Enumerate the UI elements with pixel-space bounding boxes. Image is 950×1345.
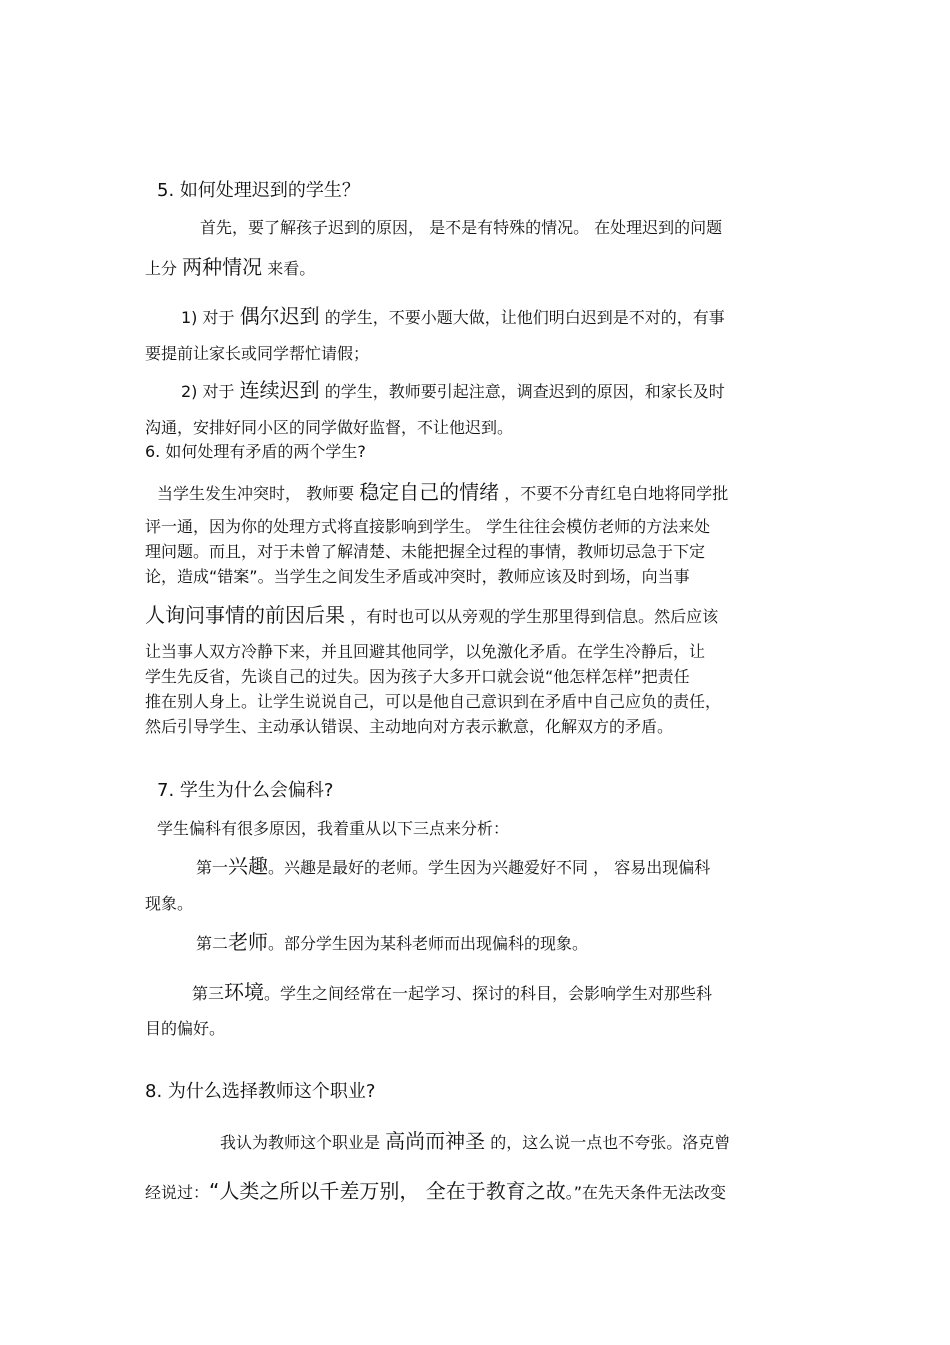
paragraph-line: 首先，要了解孩子迟到的原因， 是不是有特殊的情况。 在处理迟到的问题 xyxy=(200,218,723,237)
paragraph-line: 现象。 xyxy=(145,894,194,913)
text: 来看。 xyxy=(267,259,316,278)
text: 我认为教师这个职业是 xyxy=(220,1133,381,1152)
text: ，有时也可以从旁观的学生那里得到信息。然后应该 xyxy=(350,607,719,626)
text: ，不要不分青红皂白地将同学批 xyxy=(504,484,729,503)
paragraph-line: 沟通，安排好同小区的同学做好监督，不让他迟到。 xyxy=(145,418,514,437)
emphasis-text: 环境 xyxy=(224,980,265,1004)
emphasis-text: 高尚而神圣 xyxy=(385,1129,486,1153)
text: 的学生，教师要引起注意，调查迟到的原因，和家长及时 xyxy=(324,382,725,401)
emphasis-text: 稳定自己的情绪 xyxy=(359,480,500,504)
paragraph-line xyxy=(220,1130,730,1154)
paragraph-line: 理问题。而且，对于未曾了解清楚、未能把握全过程的事情，教师切忌急于下定 xyxy=(145,542,706,561)
text: 第一 xyxy=(196,858,229,877)
paragraph-line xyxy=(145,1180,726,1204)
text: 。”在先天条件无法改变 xyxy=(565,1183,727,1202)
list-item xyxy=(181,305,725,329)
text: 1) 对于 xyxy=(181,308,235,327)
paragraph-line: 学生偏科有很多原因，我着重从以下三点来分析： xyxy=(157,819,510,838)
list-item xyxy=(192,981,712,1005)
text: 2) 对于 xyxy=(181,382,235,401)
emphasis-text: 两种情况 xyxy=(182,255,263,279)
paragraph-line xyxy=(145,604,718,628)
text: 第二 xyxy=(196,934,229,953)
text: 的，这么说一点也不夸张。洛克曾 xyxy=(490,1133,731,1152)
text: 经说过： xyxy=(145,1183,210,1202)
paragraph-line xyxy=(145,256,315,280)
paragraph-line: 学生先反省，先谈自己的过失。因为孩子大多开口就会说“他怎样怎样”把责任 xyxy=(145,667,690,686)
paragraph-line: 要提前让家长或同学帮忙请假； xyxy=(145,344,370,363)
emphasis-text: 人询问事情的前因后果 xyxy=(145,603,345,627)
section-7-heading: 7. 学生为什么会偏科? xyxy=(157,780,334,801)
paragraph-line: 目的偏好。 xyxy=(145,1019,226,1038)
section-6-heading: 6. 如何处理有矛盾的两个学生? xyxy=(145,442,366,461)
emphasis-text: 兴趣 xyxy=(228,854,269,878)
emphasis-text: 偶尔迟到 xyxy=(239,304,320,328)
emphasis-text: 连续迟到 xyxy=(239,378,320,402)
text: 。兴趣是最好的老师。学生因为兴趣爱好不同 ， 容易出现偏科 xyxy=(268,858,711,877)
paragraph-line: 然后引导学生、主动承认错误、主动地向对方表示歉意，化解双方的矛盾。 xyxy=(145,717,674,736)
text: 第三 xyxy=(192,984,225,1003)
paragraph-line xyxy=(157,481,728,505)
list-item xyxy=(196,855,710,879)
text: 的学生，不要小题大做，让他们明白迟到是不对的，有事 xyxy=(324,308,725,327)
paragraph-line: 评一通，因为你的处理方式将直接影响到学生。 学生往往会模仿老师的方法来处 xyxy=(145,517,711,536)
text: 。部分学生因为某科老师而出现偏科的现象。 xyxy=(268,934,589,953)
paragraph-line: 论，造成“错案”。当学生之间发生矛盾或冲突时，教师应该及时到场，向当事 xyxy=(145,567,690,586)
list-item xyxy=(196,931,588,955)
section-8-heading: 8. 为什么选择教师这个职业? xyxy=(145,1081,376,1102)
list-item xyxy=(181,379,725,403)
paragraph-line: 推在别人身上。让学生说说自己，可以是他自己意识到在矛盾中自己应负的责任， xyxy=(145,692,722,711)
paragraph-line: 让当事人双方冷静下来，并且回避其他同学，以免激化矛盾。在学生冷静后，让 xyxy=(145,642,706,661)
emphasis-text: 老师 xyxy=(228,930,269,954)
quote-text: “人类之所以千差万别， 全在于教育之故 xyxy=(209,1179,566,1203)
section-5-heading: 5. 如何处理迟到的学生？ xyxy=(157,180,360,201)
text: 上分 xyxy=(145,259,178,278)
text: 。学生之间经常在一起学习、探讨的科目，会影响学生对那些科 xyxy=(264,984,713,1003)
text: 当学生发生冲突时， 教师要 xyxy=(157,484,355,503)
